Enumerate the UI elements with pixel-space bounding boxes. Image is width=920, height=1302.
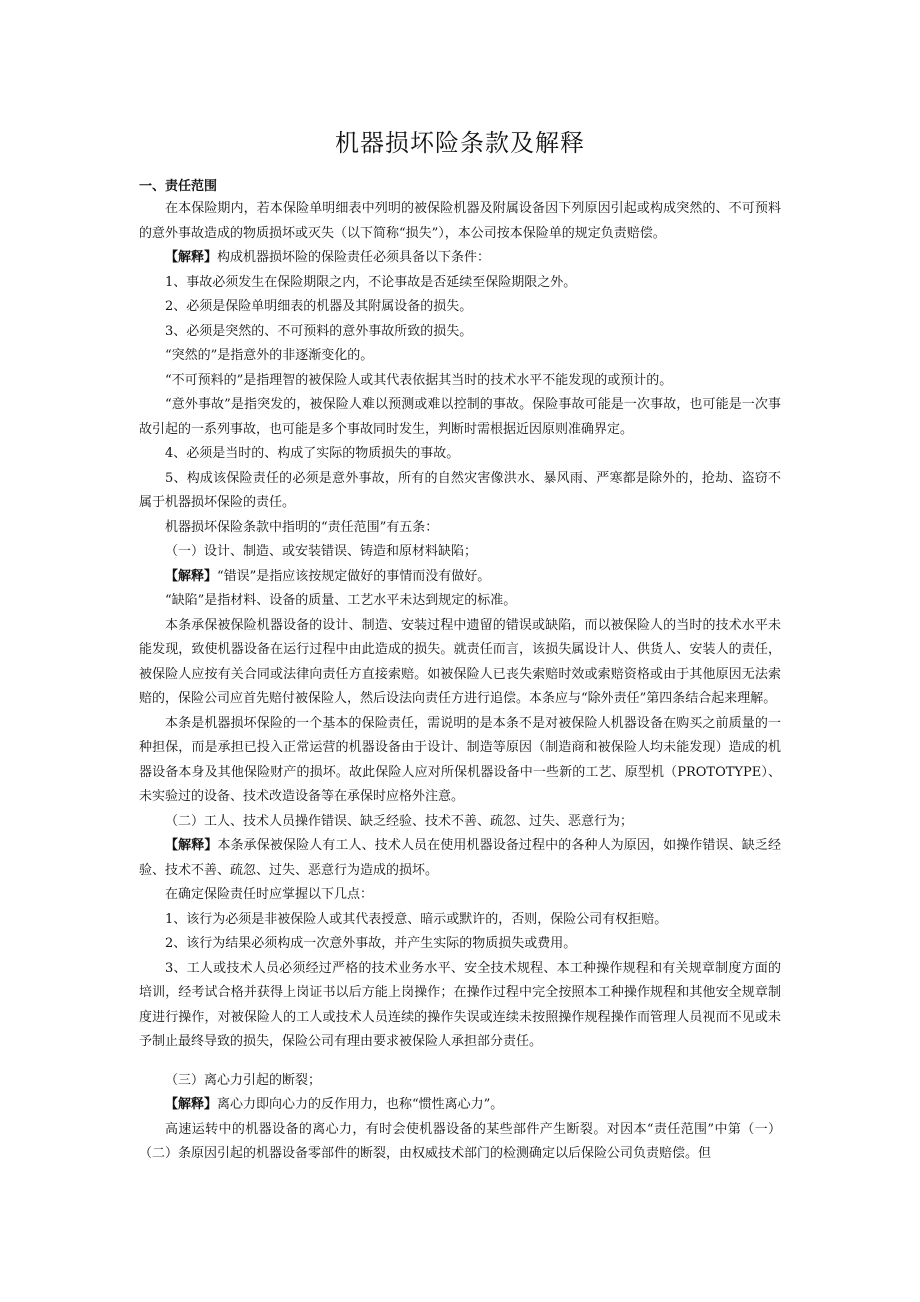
paragraph: 机器损坏保险条款中指明的“责任范围”有五条： <box>165 519 439 535</box>
paragraph: 在确定保险责任时应掌握以下几点： <box>165 887 374 902</box>
section-heading: 一、责任范围 <box>139 179 218 194</box>
explanation-paragraph <box>139 834 781 883</box>
paragraph-text: “错误”是指应该按规定做好的事情而没有做好。 <box>217 568 491 584</box>
paragraph: 在本保险期内，若本保险单明细表中列明的被保险机器及附属设备因下列原因引起或构成突然的、不可预料的意外事故造成的物质损坏或灭失（以下简称“损失”），本公司按本保险单的规定负责赔偿。 <box>139 201 781 241</box>
explanation-paragraph <box>139 246 781 271</box>
explanation-tag: 【解释】 <box>165 568 218 584</box>
paragraph: 本条是机器损坏保险的一个基本的保险责任，需说明的是本条不是对被保险人机器设备在购买之前质量的一种担保，而是承担已投入正常运营的机器设备由于设计、制造等原因（制造商和被保险人均未能发现）造成的机器设备本身及其他保险财产的损坏。故此保险人应对所保机器设备中一些新的工艺、原型机（PROTOTYPE）、未实验过的设备、技术改造设备等在承保时应格外注意。 <box>139 715 781 804</box>
explanation-tag: 【解释】 <box>165 838 218 853</box>
list-item: 2、必须是保险单明细表的机器及其附属设备的损失。 <box>165 299 473 314</box>
definition-paragraph: “缺陷”是指材料、设备的质量、工艺水平未达到规定的标准。 <box>165 593 517 608</box>
explanation-tag: 【解释】 <box>165 1097 218 1112</box>
list-item: 1、该行为必须是非被保险人或其代表授意、暗示或默许的，否则，保险公司有权拒赔。 <box>165 911 668 927</box>
paragraph-text: 本条承保被保险人有工人、技术人员在使用机器设备过程中的各种人为原因，如操作错误、缺乏经验、技术不善、疏忽、过失、恶意行为造成的损坏。 <box>139 838 781 878</box>
explanation-paragraph <box>139 1093 781 1118</box>
clause-item: （二）工人、技术人员操作错误、缺乏经验、技术不善、疏忽、过失、恶意行为； <box>165 813 634 829</box>
explanation-paragraph <box>139 565 781 590</box>
explanation-tag: 【解释】 <box>165 250 218 265</box>
paragraph-text: 离心力即向心力的反作用力，也称“惯性离心力”。 <box>217 1097 504 1112</box>
list-item: 3、必须是突然的、不可预料的意外事故所致的损失。 <box>165 323 473 339</box>
list-item: 2、该行为结果必须构成一次意外事故，并产生实际的物质损失或费用。 <box>165 936 577 951</box>
document-body <box>139 178 781 1167</box>
list-item: 4、必须是当时的、构成了实际的物质损失的事故。 <box>165 446 460 461</box>
paragraph-text: 构成机器损坏险的保险责任必须具备以下条件： <box>217 250 491 265</box>
clause-item: （一）设计、制造、或安装错误、铸造和原材料缺陷； <box>165 544 478 559</box>
definition-paragraph: “意外事故”是指突发的，被保险人难以预测或难以控制的事故。保险事故可能是一次事故，也可能是一次事故引起的一系列事故，也可能是多个事故同时发生，判断时需根据近因原则准确界定。 <box>139 397 781 437</box>
paragraph: 高速运转中的机器设备的离心力，有时会使机器设备的某些部件产生断裂。对因本“责任范围”中第（一）（二）条原因引起的机器设备零部件的断裂，由权威技术部门的检测确定以后保险公司负责赔偿。但 <box>139 1121 781 1161</box>
list-item: 3、工人或技术人员必须经过严格的技术业务水平、安全技术规程、本工种操作规程和有关规章制度方面的培训，经考试合格并获得上岗证书以后方能上岗操作；在操作过程中完全按照本工种操作规程和其他安全规章制度进行操作，对被保险人的工人或技术人员连续的操作失误或连续未按照操作规程操作而管理人员视而不见或未予制止最终导致的损失，保险公司有理由要求被保险人承担部分责任。 <box>139 960 781 1049</box>
spacer <box>139 1055 781 1069</box>
list-item: 1、事故必须发生在保险期限之内，不论事故是否延续至保险期限之外。 <box>165 274 577 290</box>
list-item: 5、构成该保险责任的必须是意外事故，所有的自然灾害像洪水、暴风雨、严寒都是除外的，抢劫、盗窃不属于机器损坏保险的责任。 <box>139 470 781 510</box>
document-title: 机器损坏险条款及解释 <box>335 129 585 157</box>
definition-paragraph: “不可预料的”是指理智的被保险人或其代表依据其当时的技术水平不能发现的或预计的。 <box>165 372 673 388</box>
definition-paragraph: “突然的”是指意外的非逐渐变化的。 <box>165 348 374 363</box>
clause-item: （三）离心力引起的断裂； <box>165 1072 322 1088</box>
paragraph: 本条承保被保险机器设备的设计、制造、安装过程中遗留的错误或缺陷，而以被保险人的当时的技术水平未能发现，致使机器设备在运行过程中由此造成的损失。就责任而言，该损失属设计人、供货人、安装人的责任，被保险人应按有关合同或法律向责任方直接索赔。如被保险人已丧失索赔时效或索赔资格或由于其他原因无法索赔的，保险公司应首先赔付被保险人，然后设法向责任方进行追偿。本条应与“除外责任”第四条结合起来理解。 <box>139 617 781 706</box>
